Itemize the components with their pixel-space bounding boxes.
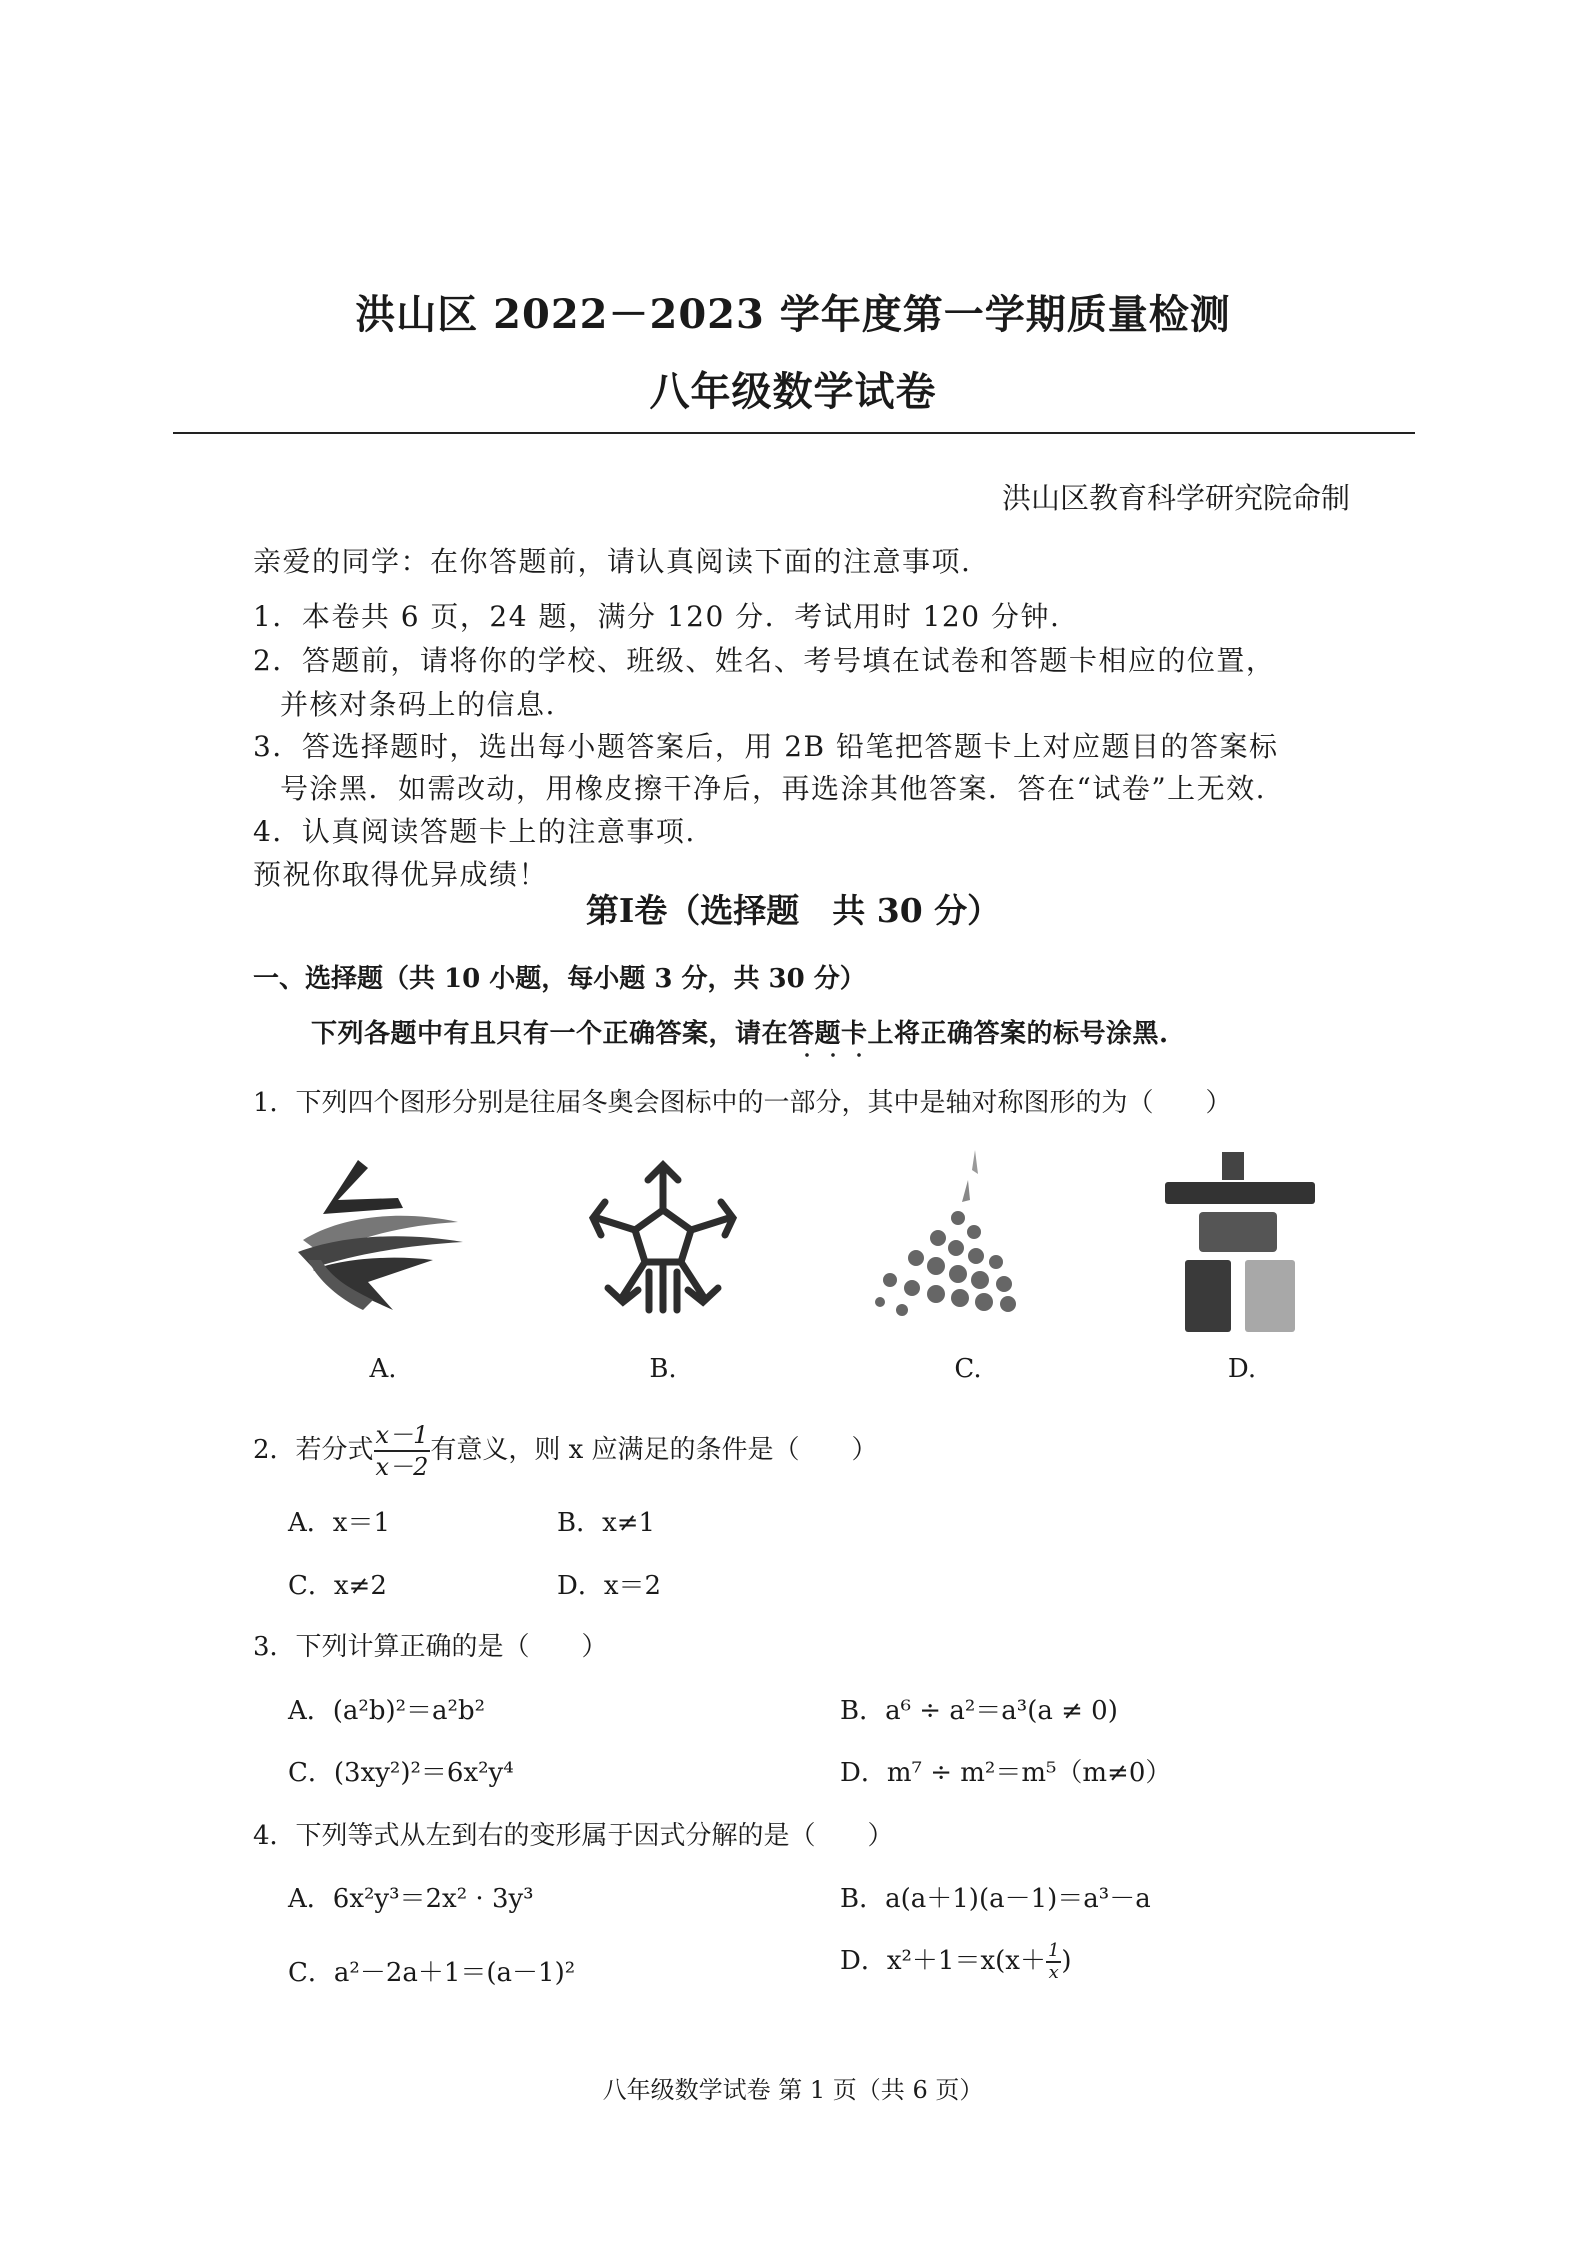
- question-1-stem: 1．下列四个图形分别是往届冬奥会图标中的一部分，其中是轴对称图形的为（ ）: [253, 1088, 1232, 1118]
- page-footer: 八年级数学试卷 第 1 页（共 6 页）: [602, 2076, 984, 2104]
- exam-subtitle: 八年级数学试卷: [649, 368, 937, 415]
- question-4-option-d: D．x²＋1＝x(x＋ $\frac{1}{x}$ ): [840, 1940, 1072, 1983]
- question-3-option-d: D．m⁷ ÷ m²＝m⁵（m≠0）: [840, 1758, 1172, 1788]
- question-4-stem: 4．下列等式从左到右的变形属于因式分解的是（ ）: [253, 1821, 894, 1851]
- question-2-option-d: D．x＝2: [557, 1571, 662, 1601]
- notice-intro: 亲爱的同学：在你答题前，请认真阅读下面的注意事项.: [253, 545, 972, 578]
- figure-label-d: D.: [1227, 1354, 1257, 1384]
- fraction: $\frac{x-1}{x-2}$: [375, 1421, 429, 1481]
- emphasis-dotted: 答题卡: [788, 1019, 868, 1049]
- figure-label-c: C.: [954, 1354, 982, 1384]
- ribbon-logo-icon: [283, 1140, 483, 1340]
- notice-item-1: 1．本卷共 6 页，24 题，满分 120 分．考试用时 120 分钟.: [253, 600, 1061, 633]
- notice-item-3: 3．答选择题时，选出每小题答案后，用 2B 铅笔把答题卡上对应题目的答案标: [253, 730, 1279, 763]
- question-2-option-b: B．x≠1: [557, 1508, 656, 1538]
- notice-item-2-cont: 并核对条码上的信息.: [280, 688, 556, 721]
- question-3-stem: 3．下列计算正确的是（ ）: [253, 1632, 608, 1662]
- snowflake-logo-icon: [563, 1140, 763, 1340]
- question-3-option-c: C．(3xy²)²＝6x²y⁴: [288, 1758, 514, 1788]
- notice-item-2: 2．答题前，请将你的学校、班级、姓名、考号填在试卷和答题卡相应的位置，: [253, 644, 1276, 677]
- question-2-stem: 2．若分式 $\frac{x-1}{x-2}$ 有意义，则 x 应满足的条件是（ ）: [253, 1421, 878, 1481]
- question-3-option-b: B．a⁶ ÷ a²＝a³(a ≠ 0): [840, 1696, 1118, 1726]
- question-4-option-c: C．a²－2a＋1＝(a－1)²: [288, 1958, 576, 1988]
- figure-label-b: B.: [649, 1354, 677, 1384]
- header-divider: [173, 432, 1415, 434]
- notice-wish: 预祝你取得优异成绩！: [253, 858, 549, 891]
- question-4-option-b: B．a(a＋1)(a－1)＝a³－a: [840, 1884, 1151, 1914]
- question-4-option-a: A．6x²y³＝2x² · 3y³: [288, 1884, 534, 1914]
- inukshuk-logo-icon: [1137, 1140, 1337, 1340]
- figure-label-a: A.: [369, 1354, 397, 1384]
- question-3-option-a: A．(a²b)²＝a²b²: [288, 1696, 486, 1726]
- dotted-wave-logo-icon: [850, 1140, 1050, 1340]
- notice-item-3-cont: 号涂黑．如需改动，用橡皮擦干净后，再选涂其他答案．答在“试卷”上无效.: [280, 772, 1267, 805]
- part-instruction: 下列各题中有且只有一个正确答案，请在答题卡上将正确答案的标号涂黑.: [311, 1019, 1169, 1049]
- question-2-option-c: C．x≠2: [288, 1571, 387, 1601]
- question-2-option-a: A．x＝1: [288, 1508, 390, 1538]
- issuing-organization: 洪山区教育科学研究院命制: [1001, 481, 1350, 515]
- part-heading: 一、选择题（共 10 小题，每小题 3 分，共 30 分）: [253, 964, 866, 994]
- exam-title: 洪山区 2022－2023 学年度第一学期质量检测: [355, 291, 1231, 338]
- fraction: $\frac{1}{x}$: [1047, 1940, 1060, 1983]
- notice-item-4: 4．认真阅读答题卡上的注意事项.: [253, 815, 696, 848]
- section-title: 第Ⅰ卷（选择题 共 30 分）: [585, 891, 1001, 930]
